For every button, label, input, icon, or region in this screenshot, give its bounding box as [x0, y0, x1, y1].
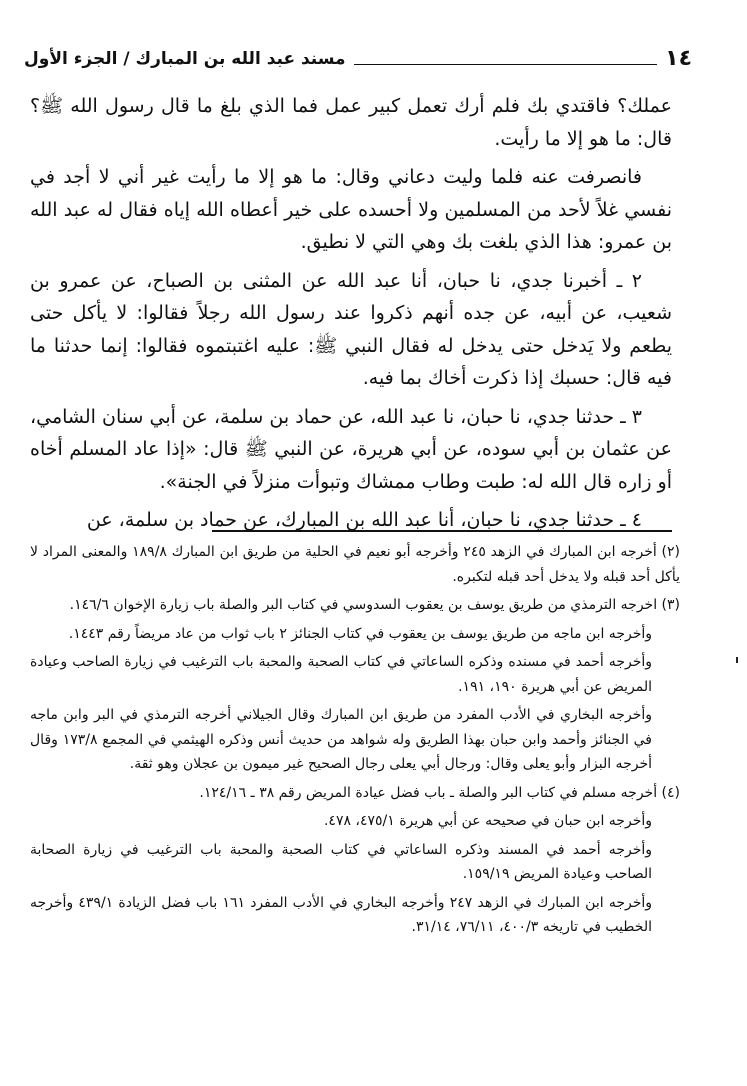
- footnote-3: (٣) اخرجه الترمذي من طريق يوسف بن يعقوب السدوسي في كتاب البر والصلة باب زيارة الإخوان ١٤٦/٦.: [69, 597, 680, 613]
- footnote-separator: [212, 530, 672, 532]
- footnote-4-line: وأخرجه ابن المبارك في الزهد ٢٤٧ وأخرجه البخاري في الأدب المفرد ١٦١ باب فضل الزيادة ٤٣٩/١ وأخرجه الخطيب في تاريخه ٤٠٠/٣، ٧٦/١١، ٣١/١٤.: [30, 894, 653, 935]
- page-header: [24, 44, 692, 72]
- footnotes: [30, 540, 680, 944]
- footnote-3-line: وأخرجه أحمد في مسنده وذكره الساعاتي في كتاب الصحبة والمحبة باب الترغيب في زيارة الصاحب وعيادة المريض عن أبي هريرة ١٩٠، ١٩١.: [30, 654, 652, 695]
- footnote-4-line: وأخرجه أحمد في المسند وذكره الساعاتي في كتاب الصحبة والمحبة باب الترغيب في زيارة الصحابة الصاحب وعيادة المريض ١٥٩/١٩.: [30, 841, 652, 882]
- footnote-4-line: وأخرجه ابن حبان في صحيحه عن أبي هريرة ٤٧٥/١، ٤٧٨.: [323, 813, 652, 829]
- scan-edge-mark: [736, 657, 738, 663]
- footnote-3-line: وأخرجه ابن ماجه من طريق يوسف بن يعقوب في كتاب الجنائز ٢ باب ثواب من عاد مريضاً رقم ١٤٤٣.: [68, 625, 652, 642]
- footnote-4: (٤) أخرجه مسلم في كتاب البر والصلة ـ باب فضل عيادة المريض رقم ٣٨ ـ ١٢٤/١٦.: [199, 784, 680, 801]
- footnote-3-line: وأخرجه البخاري في الأدب المفرد من طريق ابن المبارك وقال الجيلاني أخرجه الترمذي في البر وابن ماجه في الجنائز وأحمد وابن حبان بهذا الطريق وله شواهد من حديث أنس وذكره الهيثمي في المجمع ١٧٣/٨ وقال أخرجه البزار وأبو يعلى وقال: ورجال أبي يعلى رجال الصحيح غير ميمون بن عجلان وهو ثقة.: [30, 707, 652, 772]
- page-number: ١٤: [665, 46, 692, 71]
- paragraph: عملك؟ فاقتدي بك فلم أرك تعمل كبير عمل فما الذي بلغ ما قال رسول الله ﷺ؟ قال: ما هو إلا ما رأيت.: [30, 95, 672, 150]
- running-title: مسند عبد الله بن المبارك / الجزء الأول: [24, 49, 346, 69]
- hadith-2: ٢ ـ أخبرنا جدي، نا حبان، أنا عبد الله عن المثنى بن الصباح، عن عمرو بن شعيب، عن أبيه، عن جده أنهم ذكروا عند رسول الله رجلاً فقالوا: لا يأكل حتى يطعم ولا يَدخل حتى يدخل له فقال النبي ﷺ: عليه اغتبتموه فقالوا: إنما حدثنا ما فيه قال: حسبك إذا ذكرت أخاك بما فيه.: [30, 269, 672, 389]
- footnote-2: (٢) أخرجه ابن المبارك في الزهد ٢٤٥ وأخرجه أبو نعيم في الحلية من طريق ابن المبارك ١٨٩/٨ والمعنى المراد لا يأكل أحد قبله ولا يدخل أحد قبله لتكبره.: [30, 544, 681, 585]
- paragraph: فانصرفت عنه فلما وليت دعاني وقال: ما هو إلا ما رأيت غير أني لا أجد في نفسي غلاً لأحد من المسلمين ولا أحسده على خير أعطاه الله إياه فقال له عبد الله بن عمرو: هذا الذي بلغت بك وهي التي لا نطيق.: [30, 166, 672, 253]
- main-text: [30, 90, 672, 543]
- hadith-3: ٣ ـ حدثنا جدي، نا حبان، نا عبد الله، عن حماد بن سلمة، عن أبي سنان الشامي، عن عثمان بن أبي سوده، عن أبي هريرة، عن النبي ﷺ قال: «إذا عاد المسلم أخاه أو زاره قال الله له: طبت وطاب ممشاك وتبوأت منزلاً في الجنة».: [30, 405, 672, 493]
- header-rule: [354, 64, 658, 65]
- hadith-4: ٤ ـ حدثنا جدي، نا حبان، أنا عبد الله بن المبارك، عن حماد بن سلمة، عن: [86, 509, 642, 531]
